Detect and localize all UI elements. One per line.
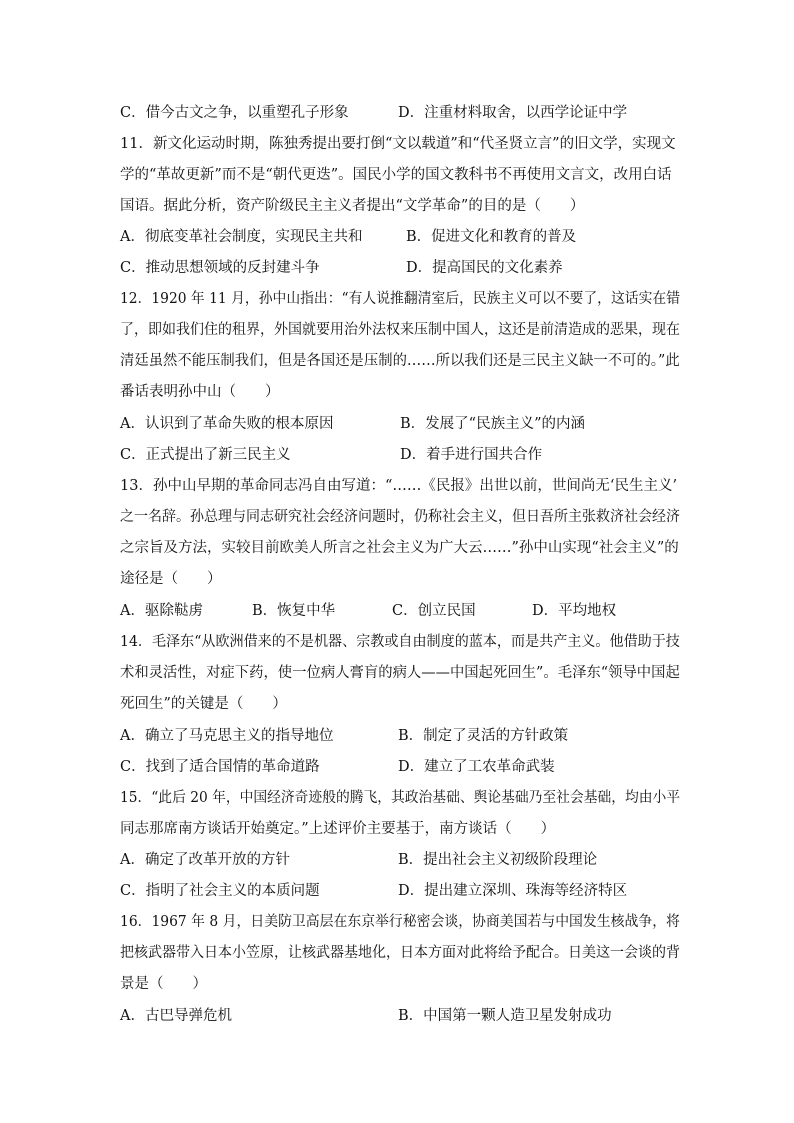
q13-option-a: A．驱除鞑虏 (120, 603, 203, 619)
q16-option-b: B．中国第一颗人造卫星发射成功 (398, 1008, 612, 1024)
option-c: C．借今古文之争，以重塑孔子形象 (120, 105, 349, 121)
q11-option-c: C．推动思想领域的反封建斗争 (120, 260, 320, 276)
question-16-line-2: 把核武器带入日本小笠原，让核武器基地化，日本方面对此将给予配合。日美这一会谈的背 (120, 945, 680, 961)
question-13-line-4: 途径是（ ） (120, 571, 222, 587)
question-14-line-3: 死回生”的关键是（ ） (120, 696, 287, 712)
q13-option-b: B．恢复中华 (252, 603, 336, 619)
question-11-line-1: 11．新文化运动时期，陈独秀提出要打倒“文以载道”和“代圣贤立言”的旧文学，实现文 (120, 136, 676, 152)
q12-option-c: C．正式提出了新三民主义 (120, 447, 291, 463)
q11-option-d: D．提高国民的文化素养 (406, 260, 563, 276)
q14-option-c: C．找到了适合国情的革命道路 (120, 759, 320, 775)
q12-option-b: B．发展了“民族主义”的内涵 (400, 416, 585, 432)
q15-option-c: C．指明了社会主义的本质问题 (120, 883, 320, 899)
q14-option-a: A．确立了马克思主义的指导地位 (120, 728, 334, 744)
question-11-line-3: 国语。据此分析，资产阶级民主主义者提出“文学革命”的目的是（ ） (120, 198, 585, 214)
question-11-line-2: 学的“革故更新”而不是“朝代更迭”。国民小学的国文教科书不再使用文言文，改用白话 (120, 167, 672, 183)
option-d: D．注重材料取舍，以西学论证中学 (398, 105, 628, 121)
question-13-line-2: 之一名辞。孙总理与同志研究社会经济问题时，仍称社会主义，但日吾所主张救济社会经济 (120, 509, 680, 525)
question-15-line-2: 同志那席南方谈话开始奠定。”上述评价主要基于，南方谈话（ ） (120, 821, 556, 837)
q11-option-b: B．促进文化和教育的普及 (406, 229, 577, 245)
q13-option-c: C．创立民国 (392, 603, 476, 619)
question-12-line-3: 清廷虽然不能压制我们，但是各国还是压制的……所以我们还是三民主义缺一不可的。”此 (120, 353, 680, 369)
q15-option-d: D．提出建立深圳、珠海等经济特区 (398, 883, 628, 899)
q15-option-b: B．提出社会主义初级阶段理论 (398, 852, 598, 868)
question-12-line-1: 12．1920 年 11 月，孙中山指出：“有人说推翻清室后，民族主义可以不要了，这话实在错 (120, 291, 681, 307)
question-15-line-1: 15．“此后 20 年，中国经济奇迹般的腾飞，其政治基础、舆论基础乃至社会基础，均由小平 (120, 790, 681, 806)
question-14-line-1: 14．毛泽东“从欧洲借来的不是机器、宗教或自由制度的蓝本，而是共产主义。他借助于技 (120, 634, 680, 650)
question-16-line-1: 16．1967 年 8 月，日美防卫高层在东京举行秘密会谈，协商美国若与中国发生核战争，将 (120, 914, 680, 930)
question-16-line-3: 景是（ ） (120, 976, 207, 992)
q14-option-b: B．制定了灵活的方针政策 (398, 728, 569, 744)
q13-option-d: D．平均地权 (532, 603, 617, 619)
question-13-line-1: 13．孙中山早期的革命同志冯自由写道：“……《民报》出世以前，世间尚无‘民生主义’ (120, 478, 678, 494)
q16-option-a: A．古巴导弹危机 (120, 1008, 232, 1024)
question-14-line-2: 术和灵活性，对症下药，使一位病人膏肓的病人——中国起死回生”。毛泽东“领导中国起 (120, 665, 680, 681)
question-12-line-2: 了，即如我们住的租界，外国就要用治外法权来压制中国人，这还是前清造成的恶果，现在 (120, 322, 680, 338)
q12-option-d: D．着手进行国共合作 (400, 447, 543, 463)
q14-option-d: D．建立了工农革命武装 (398, 759, 555, 775)
q15-option-a: A．确定了改革开放的方针 (120, 852, 290, 868)
question-13-line-3: 之宗旨及方法，实较目前欧美人所言之社会主义为广大云……”孙中山实现“社会主义”的 (120, 540, 679, 556)
q12-option-a: A．认识到了革命失败的根本原因 (120, 416, 334, 432)
q11-option-a: A．彻底变革社会制度，实现民主共和 (120, 229, 363, 245)
question-12-line-4: 番话表明孙中山（ ） (120, 384, 280, 400)
